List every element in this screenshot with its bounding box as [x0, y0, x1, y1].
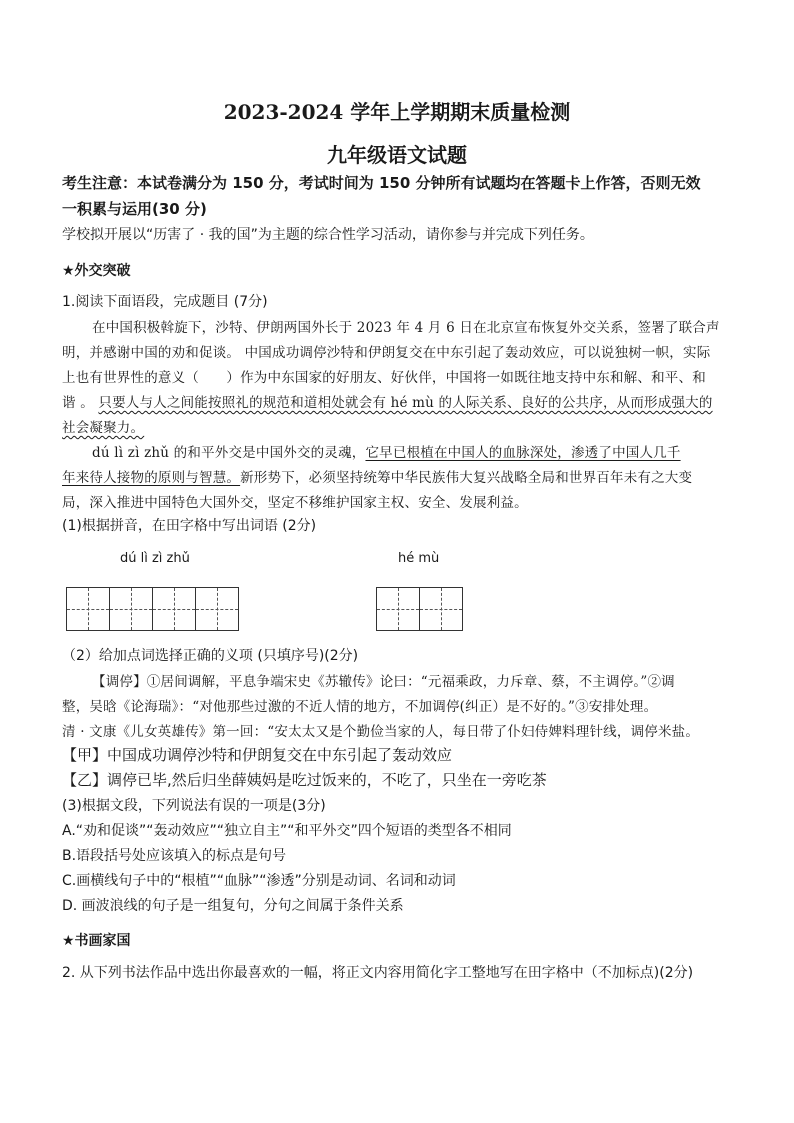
passage-line	[92, 441, 681, 461]
q1-prompt: 1.阅读下面语段，完成题目 (7分)	[62, 294, 268, 310]
tianzige-cell[interactable]	[152, 587, 196, 631]
example-yi: 【乙】调停已毕,然后归坐薛姨妈是吃过饭来的，不吃了，只坐在一旁吃茶	[62, 771, 547, 789]
page-subtitle: 九年级语文试题	[327, 143, 467, 167]
underlined-sentence: 它早已根植在中国人的血脉深处，渗透了中国人几千	[365, 445, 681, 461]
passage-line	[62, 466, 692, 486]
tianzige-cell[interactable]	[109, 587, 153, 631]
underlined-sentence-end: 年来待人接物的原则与智慧。	[62, 470, 241, 486]
q1-sub3: (3)根据文段，下列说法有误的一项是(3分)	[62, 798, 326, 814]
passage-line	[62, 416, 144, 436]
passage-text: 新形势下，必须坚持统筹中华民族伟大复兴战略全局和世界百年未有之大变	[240, 470, 693, 486]
definition-line: 整，吴晗《论海瑞》：“对他那些过激的不近人情的地方，不加调停(纠正）是不好的。”③安排处理。	[62, 699, 658, 715]
section-diplomacy-heading: ★外交突破	[62, 263, 131, 279]
option-a: A.“劝和促谈”“轰动效应”“独立自主”“和平外交”四个短语的类型各不相同	[62, 823, 512, 839]
pinyin-hemu: hé mù	[398, 551, 440, 566]
passage-line: 上也有世界性的意义（ ）作为中东国家的好朋友、好伙伴，中国将一如既往地支持中东和解、和平、和	[62, 370, 706, 386]
passage-line	[62, 391, 713, 411]
passage-text: 谐 。	[62, 395, 94, 411]
pinyin-dulizizhu: dú lì zì zhǔ	[120, 551, 190, 566]
exam-notice: 考生注意：本试卷满分为 150 分，考试时间为 150 分钟所有试题均在答题卡上作答，否则无效	[62, 174, 701, 192]
option-b: B.语段括号处应该填入的标点是句号	[62, 848, 287, 864]
tianzige-grid-4[interactable]	[66, 587, 239, 631]
q1-sub2: （2）给加点词选择正确的义项 (只填序号)(2分)	[62, 648, 359, 664]
wavy-underlined-sentence: 只要人与人之间能按照礼的规范和道相处就会有 hé mù 的人际关系、良好的公共序，从而形成强大的	[98, 395, 713, 411]
passage-line: 明，并感谢中国的劝和促谈。 中国成功调停沙特和伊朗复交在中东引起了轰动效应，可以说独树一帜，实际	[62, 345, 711, 361]
page-title: 2023-2024 学年上学期期末质量检测	[223, 100, 571, 124]
q1-sub1: (1)根据拼音，在田字格中写出词语 (2分)	[62, 518, 317, 534]
section-painting-heading: ★书画家国	[62, 933, 131, 949]
tianzige-cell[interactable]	[66, 587, 110, 631]
option-c: C.画横线句子中的“根植”“血脉”“渗透”分别是动词、名词和动词	[62, 873, 456, 889]
tianzige-cell[interactable]	[376, 587, 420, 631]
passage-line: 局，深入推进中国特色大国外交，坚定不移维护国家主权、安全、发展利益。	[62, 495, 528, 511]
passage-line: 在中国积极斡旋下，沙特、伊朗两国外长于 2023 年 4 月 6 日在北京宣布恢复外交关系，签署了联合声	[92, 320, 720, 336]
tianzige-cell[interactable]	[419, 587, 463, 631]
definition-line: 清 · 文康《儿女英雄传》第一回：“安太太又是个勤俭当家的人，每日带了仆妇侍婢料理针线，调停米盐。	[62, 724, 700, 740]
wavy-underlined-sentence-end: 社会凝聚力。	[62, 420, 145, 436]
definition-line: 【调停】①居间调解，平息争端宋史《苏辙传》论曰：“元福乘政，力斥章、蔡，不主调停。”②调	[92, 674, 675, 690]
tianzige-cell[interactable]	[195, 587, 239, 631]
part1-heading: 一积累与运用(30 分)	[62, 200, 207, 218]
q2-prompt: 2. 从下列书法作品中选出你最喜欢的一幅，将正文内容用简化字工整地写在田字格中（不加标点)(2分)	[62, 965, 694, 981]
passage-text: dú lì zì zhǔ 的和平外交是中国外交的灵魂，	[92, 445, 366, 461]
example-jia: 【甲】中国成功调停沙特和伊朗复交在中东引起了轰动效应	[62, 746, 453, 764]
tianzige-grid-2[interactable]	[376, 587, 463, 631]
part1-intro: 学校拟开展以“历害了 · 我的国”为主题的综合性学习活动，请你参与并完成下列任务。	[62, 227, 594, 243]
option-d: D. 画波浪线的句子是一组复句，分句之间属于条件关系	[62, 898, 404, 914]
